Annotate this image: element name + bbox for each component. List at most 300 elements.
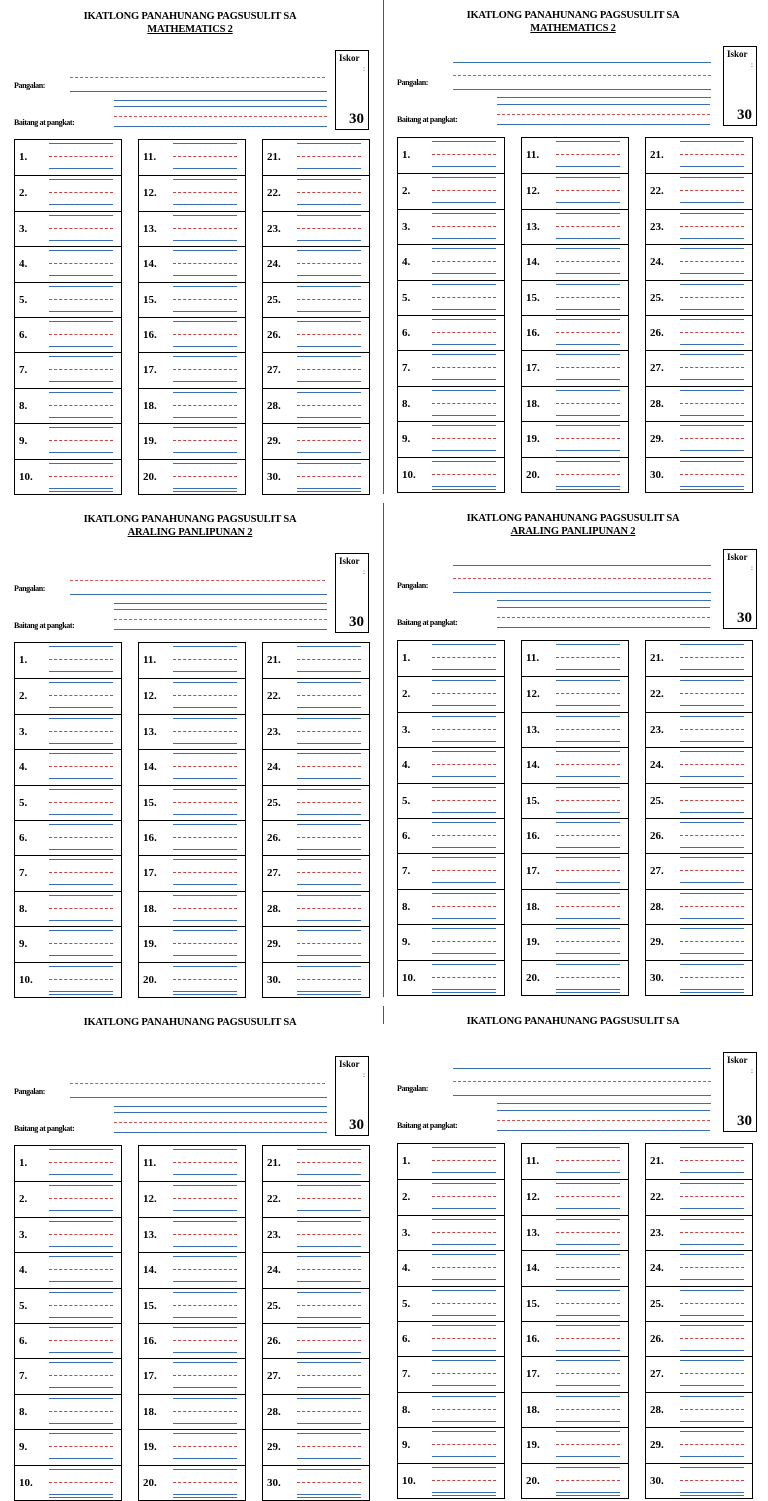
answer-blank[interactable]	[432, 261, 496, 262]
answer-blank[interactable]	[680, 1196, 744, 1197]
answer-blank[interactable]	[173, 476, 237, 477]
answer-column	[138, 139, 246, 495]
answer-guide-line	[173, 849, 237, 850]
answer-guide-line	[173, 1458, 237, 1459]
answer-blank[interactable]	[297, 1375, 361, 1376]
answer-blank[interactable]	[297, 156, 361, 157]
answer-blank[interactable]	[556, 367, 620, 368]
name-field[interactable]	[453, 1095, 711, 1096]
answer-blank[interactable]	[680, 977, 744, 978]
answer-guide-line	[556, 1396, 620, 1397]
answer-blank[interactable]	[680, 835, 744, 836]
answer-guide-line	[173, 859, 237, 860]
answer-blank[interactable]	[556, 870, 620, 871]
answer-blank[interactable]	[556, 1444, 620, 1445]
answer-blank[interactable]	[432, 906, 496, 907]
answer-blank[interactable]	[49, 192, 113, 193]
answer-blank[interactable]	[432, 403, 496, 404]
answer-blank[interactable]	[297, 228, 361, 229]
answer-item	[263, 855, 369, 890]
answer-blank[interactable]	[680, 1160, 744, 1161]
answer-blank[interactable]	[49, 659, 113, 660]
item-number: 2.	[19, 187, 28, 200]
answer-item	[15, 352, 121, 387]
answer-blank[interactable]	[49, 731, 113, 732]
answer-guide-line	[173, 452, 237, 453]
answer-blank[interactable]	[49, 1234, 113, 1235]
answer-blank[interactable]	[556, 403, 620, 404]
answer-blank[interactable]	[297, 731, 361, 732]
answer-item	[398, 1215, 504, 1250]
answer-blank[interactable]	[49, 299, 113, 300]
answer-blank[interactable]	[297, 1305, 361, 1306]
answer-blank[interactable]	[432, 1373, 496, 1374]
answer-guide-line	[297, 930, 361, 931]
grade-section-field[interactable]	[114, 126, 327, 127]
answer-blank[interactable]	[297, 1198, 361, 1199]
answer-column	[262, 1145, 370, 1501]
answer-blank[interactable]	[432, 870, 496, 871]
answer-blank[interactable]	[432, 693, 496, 694]
item-number: 22.	[650, 688, 664, 701]
answer-blank[interactable]	[680, 403, 744, 404]
answer-blank[interactable]	[173, 731, 237, 732]
answer-blank[interactable]	[297, 1482, 361, 1483]
answer-blank[interactable]	[49, 405, 113, 406]
answer-guide-line	[556, 166, 620, 167]
answer-blank[interactable]	[556, 1303, 620, 1304]
answer-guide-line	[173, 994, 237, 995]
answer-blank[interactable]	[556, 693, 620, 694]
answer-blank[interactable]	[432, 941, 496, 942]
item-number: 28.	[267, 399, 281, 412]
answer-blank[interactable]	[49, 1162, 113, 1163]
answer-blank[interactable]	[556, 906, 620, 907]
item-number: 16.	[526, 830, 540, 842]
answer-blank[interactable]	[680, 906, 744, 907]
item-number: 3.	[19, 222, 28, 235]
answer-blank[interactable]	[432, 1480, 496, 1481]
answer-guide-line	[680, 1244, 744, 1245]
answer-blank[interactable]	[556, 190, 620, 191]
item-number: 16.	[526, 1333, 540, 1345]
answer-blank[interactable]	[432, 1303, 496, 1304]
answer-item	[139, 643, 245, 678]
answer-blank[interactable]	[432, 226, 496, 227]
answer-item	[522, 280, 628, 315]
answer-blank[interactable]	[680, 226, 744, 227]
answer-blank[interactable]	[49, 908, 113, 909]
answer-blank[interactable]	[49, 837, 113, 838]
answer-blank[interactable]	[297, 405, 361, 406]
sheet-subject: MATHEMATICS 2	[530, 23, 616, 34]
answer-blank[interactable]	[297, 1269, 361, 1270]
item-number: 27.	[267, 867, 281, 880]
answer-blank[interactable]	[556, 764, 620, 765]
answer-guide-line	[49, 1469, 113, 1470]
answer-guide-line	[556, 1431, 620, 1432]
answer-item	[263, 1252, 369, 1287]
answer-blank[interactable]	[297, 334, 361, 335]
answer-blank[interactable]	[556, 297, 620, 298]
answer-guide-line	[680, 1208, 744, 1209]
answer-blank[interactable]	[297, 1446, 361, 1447]
answer-blank[interactable]	[297, 837, 361, 838]
answer-column	[262, 642, 370, 998]
answer-guide-line	[297, 1398, 361, 1399]
item-number: 29.	[267, 435, 281, 448]
answer-blank[interactable]	[432, 190, 496, 191]
answer-guide-line	[297, 204, 361, 205]
answer-item	[263, 962, 369, 997]
answer-blank[interactable]	[173, 405, 237, 406]
answer-blank[interactable]	[173, 659, 237, 660]
name-label: Pangalan:	[14, 81, 46, 90]
answer-guide-line	[49, 955, 113, 956]
answer-blank[interactable]	[680, 261, 744, 262]
answer-column	[138, 1145, 246, 1501]
sheet-subject: MATHEMATICS 2	[147, 24, 233, 35]
grade-section-field[interactable]	[497, 627, 710, 628]
answer-guide-line	[556, 822, 620, 823]
answer-blank[interactable]	[432, 657, 496, 658]
score-box	[335, 1056, 369, 1136]
answer-blank[interactable]	[173, 1162, 237, 1163]
answer-blank[interactable]	[297, 979, 361, 980]
answer-blank[interactable]	[297, 440, 361, 441]
grade-section-field[interactable]	[114, 629, 327, 630]
answer-blank[interactable]	[173, 1411, 237, 1412]
answer-blank[interactable]	[49, 369, 113, 370]
answer-item	[139, 175, 245, 210]
answer-blank[interactable]	[432, 977, 496, 978]
answer-guide-line	[49, 814, 113, 815]
answer-blank[interactable]	[297, 943, 361, 944]
answer-blank[interactable]	[49, 766, 113, 767]
answer-blank[interactable]	[173, 872, 237, 873]
answer-blank[interactable]	[297, 802, 361, 803]
answer-blank[interactable]	[432, 1444, 496, 1445]
answer-blank[interactable]	[556, 332, 620, 333]
answer-blank[interactable]	[173, 908, 237, 909]
answer-guide-line	[297, 417, 361, 418]
answer-blank[interactable]	[432, 1338, 496, 1339]
item-number: 25.	[267, 1299, 281, 1312]
answer-guide-line	[173, 1210, 237, 1211]
answer-guide-line	[297, 1362, 361, 1363]
answer-blank[interactable]	[49, 1305, 113, 1306]
answer-blank[interactable]	[432, 1232, 496, 1233]
answer-guide-line	[680, 461, 744, 462]
name-field[interactable]	[453, 592, 711, 593]
answer-blank[interactable]	[680, 764, 744, 765]
answer-blank[interactable]	[432, 1160, 496, 1161]
max-score: 30	[737, 610, 752, 626]
answer-guide-line	[432, 177, 496, 178]
item-number: 17.	[526, 865, 540, 878]
answer-blank[interactable]	[173, 802, 237, 803]
answer-blank[interactable]	[49, 263, 113, 264]
answer-blank[interactable]	[556, 154, 620, 155]
item-number: 23.	[650, 220, 664, 233]
answer-blank[interactable]	[680, 154, 744, 155]
answer-blank[interactable]	[49, 476, 113, 477]
answer-item	[139, 1181, 245, 1216]
answer-guide-line	[556, 1315, 620, 1316]
answer-blank[interactable]	[556, 474, 620, 475]
answer-blank[interactable]	[173, 156, 237, 157]
answer-blank[interactable]	[556, 226, 620, 227]
answer-blank[interactable]	[680, 1373, 744, 1374]
answer-blank[interactable]	[173, 837, 237, 838]
name-field[interactable]	[453, 89, 711, 90]
answer-blank[interactable]	[556, 1196, 620, 1197]
answer-blank[interactable]	[173, 334, 237, 335]
name-field[interactable]	[70, 594, 327, 595]
answer-blank[interactable]	[297, 1162, 361, 1163]
answer-blank[interactable]	[297, 1411, 361, 1412]
answer-guide-line	[297, 286, 361, 287]
answer-guide-line	[556, 1492, 620, 1493]
grade-section-label: Baitang at pangkat:	[397, 618, 458, 627]
answer-blank[interactable]	[680, 438, 744, 439]
answer-guide-line	[49, 1362, 113, 1363]
item-number: 10.	[19, 1476, 33, 1489]
answer-blank[interactable]	[173, 766, 237, 767]
answer-blank[interactable]	[432, 297, 496, 298]
answer-blank[interactable]	[49, 1269, 113, 1270]
answer-blank[interactable]	[680, 657, 744, 658]
item-number: 8.	[402, 1403, 411, 1416]
answer-blank[interactable]	[556, 941, 620, 942]
answer-blank[interactable]	[173, 369, 237, 370]
answer-item	[398, 676, 504, 711]
answer-blank[interactable]	[432, 800, 496, 801]
answer-item	[646, 209, 752, 244]
answer-guide-line	[556, 992, 620, 993]
answer-item	[139, 423, 245, 458]
answer-item	[398, 386, 504, 421]
answer-blank[interactable]	[173, 1482, 237, 1483]
name-dashed-line	[453, 75, 711, 76]
answer-item	[398, 1463, 504, 1498]
answer-blank[interactable]	[680, 729, 744, 730]
answer-blank[interactable]	[680, 367, 744, 368]
answer-guide-line	[49, 966, 113, 967]
answer-blank[interactable]	[556, 977, 620, 978]
answer-blank[interactable]	[556, 438, 620, 439]
item-number: 24.	[650, 256, 664, 269]
answer-blank[interactable]	[680, 297, 744, 298]
answer-blank[interactable]	[173, 1234, 237, 1235]
grade-section-field[interactable]	[497, 124, 710, 125]
answer-blank[interactable]	[432, 1196, 496, 1197]
answer-blank[interactable]	[297, 766, 361, 767]
answer-blank[interactable]	[680, 693, 744, 694]
answer-blank[interactable]	[680, 1409, 744, 1410]
item-number: 3.	[402, 1226, 411, 1239]
answer-blank[interactable]	[297, 1340, 361, 1341]
answer-blank[interactable]	[49, 334, 113, 335]
grade-section-field[interactable]	[114, 1132, 327, 1133]
answer-blank[interactable]	[173, 1375, 237, 1376]
answer-blank[interactable]	[556, 835, 620, 836]
answer-guide-line	[49, 356, 113, 357]
answer-blank[interactable]	[680, 332, 744, 333]
item-number: 24.	[650, 759, 664, 772]
answer-blank[interactable]	[297, 1234, 361, 1235]
answer-guide-line	[173, 718, 237, 719]
item-number: 25.	[650, 291, 664, 304]
answer-blank[interactable]	[556, 1338, 620, 1339]
name-field[interactable]	[70, 1097, 327, 1098]
answer-blank[interactable]	[680, 1232, 744, 1233]
answer-blank[interactable]	[556, 1373, 620, 1374]
answer-blank[interactable]	[680, 941, 744, 942]
answer-blank[interactable]	[173, 695, 237, 696]
answer-blank[interactable]	[432, 474, 496, 475]
sheet-title-line: IKATLONG PANAHUNANG PAGSUSULIT SA	[83, 11, 297, 22]
answer-blank[interactable]	[556, 800, 620, 801]
answer-blank[interactable]	[556, 1160, 620, 1161]
answer-blank[interactable]	[680, 870, 744, 871]
answer-blank[interactable]	[173, 1446, 237, 1447]
answer-item	[646, 315, 752, 350]
answer-blank[interactable]	[173, 943, 237, 944]
item-number: 7.	[19, 1370, 28, 1383]
answer-blank[interactable]	[49, 1340, 113, 1341]
answer-blank[interactable]	[297, 369, 361, 370]
answer-blank[interactable]	[297, 695, 361, 696]
answer-guide-line	[432, 248, 496, 249]
answer-blank[interactable]	[173, 228, 237, 229]
answer-guide-line	[297, 646, 361, 647]
answer-blank[interactable]	[173, 1198, 237, 1199]
answer-blank[interactable]	[297, 263, 361, 264]
answer-blank[interactable]	[680, 474, 744, 475]
answer-item	[398, 960, 504, 995]
answer-blank[interactable]	[49, 695, 113, 696]
grade-section-label: Baitang at pangkat:	[14, 621, 75, 630]
item-number: 28.	[267, 1405, 281, 1418]
name-field-guide	[453, 62, 711, 63]
answer-item	[398, 1250, 504, 1285]
answer-item	[522, 1427, 628, 1462]
answer-blank[interactable]	[432, 1409, 496, 1410]
item-number: 3.	[402, 220, 411, 233]
answer-blank[interactable]	[49, 1375, 113, 1376]
answer-blank[interactable]	[173, 1305, 237, 1306]
answer-blank[interactable]	[297, 299, 361, 300]
answer-blank[interactable]	[49, 1411, 113, 1412]
answer-item	[646, 280, 752, 315]
grade-section-field[interactable]	[497, 1130, 710, 1131]
answer-blank[interactable]	[49, 802, 113, 803]
answer-blank[interactable]	[173, 979, 237, 980]
answer-blank[interactable]	[297, 659, 361, 660]
answer-blank[interactable]	[297, 192, 361, 193]
answer-blank[interactable]	[556, 1480, 620, 1481]
answer-blank[interactable]	[432, 332, 496, 333]
answer-guide-line	[49, 1497, 113, 1498]
answer-guide-line	[173, 646, 237, 647]
sheet-subject: ARALING PANLIPUNAN 2	[127, 527, 253, 538]
sheet-title-line: IKATLONG PANAHUNANG PAGSUSULIT SA	[466, 513, 680, 524]
item-number: 24.	[267, 1264, 281, 1277]
answer-guide-line	[556, 344, 620, 345]
answer-blank[interactable]	[680, 1303, 744, 1304]
answer-blank[interactable]	[49, 979, 113, 980]
answer-blank[interactable]	[680, 190, 744, 191]
item-number: 13.	[526, 723, 540, 736]
answer-blank[interactable]	[556, 729, 620, 730]
answer-blank[interactable]	[49, 228, 113, 229]
answer-blank[interactable]	[432, 154, 496, 155]
answer-blank[interactable]	[432, 835, 496, 836]
item-number: 8.	[402, 900, 411, 913]
answer-blank[interactable]	[173, 192, 237, 193]
answer-blank[interactable]	[49, 156, 113, 157]
answer-blank[interactable]	[49, 943, 113, 944]
answer-blank[interactable]	[556, 1267, 620, 1268]
item-number: 12.	[143, 187, 157, 200]
answer-blank[interactable]	[49, 1198, 113, 1199]
sheet-title-line: IKATLONG PANAHUNANG PAGSUSULIT SA	[83, 1017, 297, 1028]
answer-blank[interactable]	[173, 299, 237, 300]
answer-blank[interactable]	[432, 729, 496, 730]
answer-column	[645, 137, 753, 493]
answer-blank[interactable]	[432, 438, 496, 439]
answer-blank[interactable]	[432, 764, 496, 765]
answer-blank[interactable]	[49, 1482, 113, 1483]
item-number: 30.	[267, 973, 281, 986]
answer-blank[interactable]	[297, 872, 361, 873]
answer-guide-line	[432, 1492, 496, 1493]
answer-guide-line	[297, 1185, 361, 1186]
answer-blank[interactable]	[556, 1232, 620, 1233]
answer-blank[interactable]	[173, 1340, 237, 1341]
name-field[interactable]	[70, 91, 327, 92]
answer-blank[interactable]	[173, 440, 237, 441]
answer-blank[interactable]	[556, 657, 620, 658]
answer-blank[interactable]	[297, 476, 361, 477]
answer-blank[interactable]	[556, 1409, 620, 1410]
answer-blank[interactable]	[297, 908, 361, 909]
answer-blank[interactable]	[680, 1480, 744, 1481]
answer-blank[interactable]	[680, 1338, 744, 1339]
answer-blank[interactable]	[556, 261, 620, 262]
answer-blank[interactable]	[49, 872, 113, 873]
answer-blank[interactable]	[680, 1267, 744, 1268]
item-number: 11.	[143, 654, 157, 666]
item-number: 20.	[143, 973, 157, 986]
answer-guide-line	[680, 644, 744, 645]
answer-blank[interactable]	[680, 800, 744, 801]
answer-blank[interactable]	[680, 1444, 744, 1445]
item-number: 28.	[650, 1403, 664, 1416]
answer-blank[interactable]	[173, 263, 237, 264]
answer-blank[interactable]	[432, 1267, 496, 1268]
answer-item	[646, 1286, 752, 1321]
answer-item	[646, 421, 752, 456]
answer-blank[interactable]	[49, 440, 113, 441]
item-number: 23.	[650, 723, 664, 736]
answer-blank[interactable]	[432, 367, 496, 368]
answer-blank[interactable]	[49, 1446, 113, 1447]
name-field-guide	[497, 97, 711, 98]
answer-blank[interactable]	[173, 1269, 237, 1270]
answer-guide-line	[297, 179, 361, 180]
